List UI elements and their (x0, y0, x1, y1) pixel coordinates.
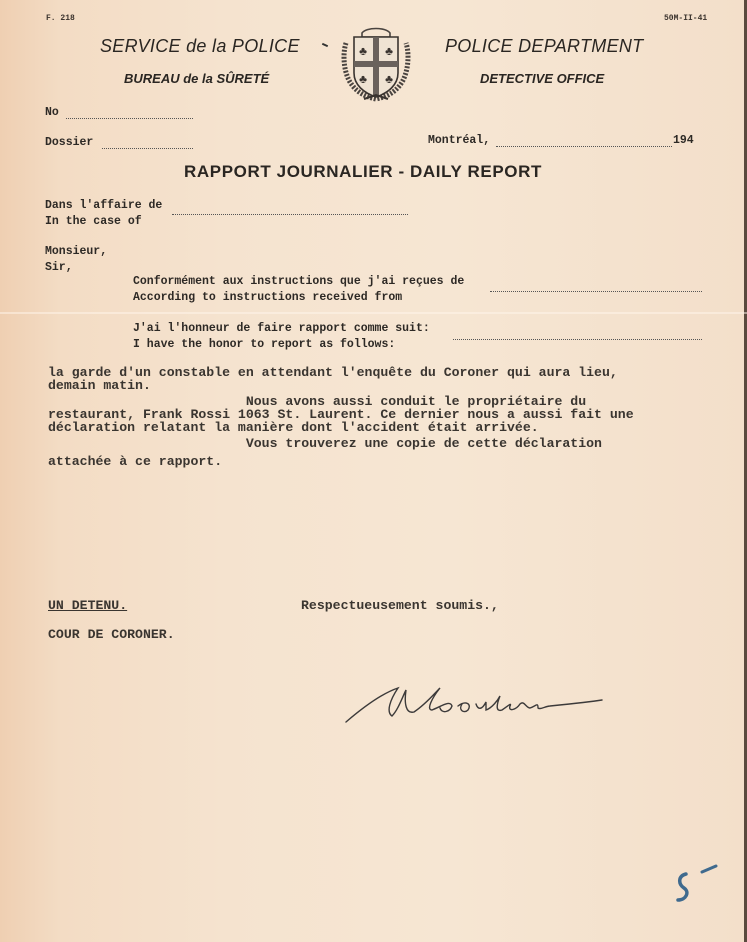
form-code: F. 218 (46, 14, 75, 23)
date-field[interactable] (496, 146, 672, 147)
svg-text:♣: ♣ (359, 44, 367, 58)
report-title: RAPPORT JOURNALIER - DAILY REPORT (184, 162, 542, 181)
body-line: la garde d'un constable en attendant l'enquête du Coroner qui aura lieu, (48, 365, 618, 380)
body-line: demain matin. (48, 378, 151, 393)
instructions-label-fr: Conformément aux instructions que j'ai reçues de (133, 275, 465, 288)
right-subtitle: DETECTIVE OFFICE (480, 71, 605, 86)
city-label: Montréal, (428, 134, 491, 147)
svg-text:♣: ♣ (359, 72, 367, 86)
closing-line: Respectueusement soumis., (301, 598, 499, 613)
court-line: COUR DE CORONER. (48, 627, 175, 642)
print-code: 50M-II-41 (664, 14, 708, 23)
body-line: Vous trouverez une copie de cette déclaration (48, 436, 602, 451)
case-label-en: In the case of (45, 215, 142, 228)
paper-fold (0, 312, 747, 314)
instructions-label-en: According to instructions received from (133, 291, 403, 304)
svg-text:♣: ♣ (385, 72, 393, 86)
salutation-en: Sir, (45, 261, 73, 274)
body-line: restaurant, Frank Rossi 1063 St. Laurent. Ce dernier nous a aussi fait une (48, 407, 634, 422)
status-line: UN DETENU. (48, 598, 128, 613)
ink-mark (322, 43, 328, 47)
signature-icon (340, 680, 610, 730)
body-line: Nous avons aussi conduit le propriétaire du (48, 394, 587, 409)
salutation-fr: Monsieur, (45, 245, 108, 258)
dossier-label: Dossier (45, 136, 94, 149)
report-intro-en: I have the honor to report as follows: (133, 338, 396, 351)
body-line: déclaration relatant la manière dont l'accident était arrivée. (48, 420, 539, 435)
instructions-field[interactable] (490, 291, 702, 292)
body-line: attachée à ce rapport. (48, 454, 223, 469)
case-field[interactable] (172, 214, 408, 215)
coat-of-arms-icon (340, 25, 412, 103)
dossier-field[interactable] (102, 148, 193, 149)
year-prefix: 194 (673, 134, 694, 147)
no-label: No (45, 106, 59, 119)
left-title: SERVICE de la POLICE (100, 36, 300, 56)
no-field[interactable] (66, 118, 193, 119)
case-label-fr: Dans l'affaire de (45, 199, 163, 212)
svg-text:♣: ♣ (385, 44, 393, 58)
left-subtitle: BUREAU de la SÛRETÉ (124, 71, 270, 86)
page-number-mark (670, 862, 720, 912)
right-title: POLICE DEPARTMENT (445, 36, 644, 56)
report-intro-field[interactable] (453, 339, 702, 340)
report-intro-fr: J'ai l'honneur de faire rapport comme suit: (133, 322, 430, 335)
